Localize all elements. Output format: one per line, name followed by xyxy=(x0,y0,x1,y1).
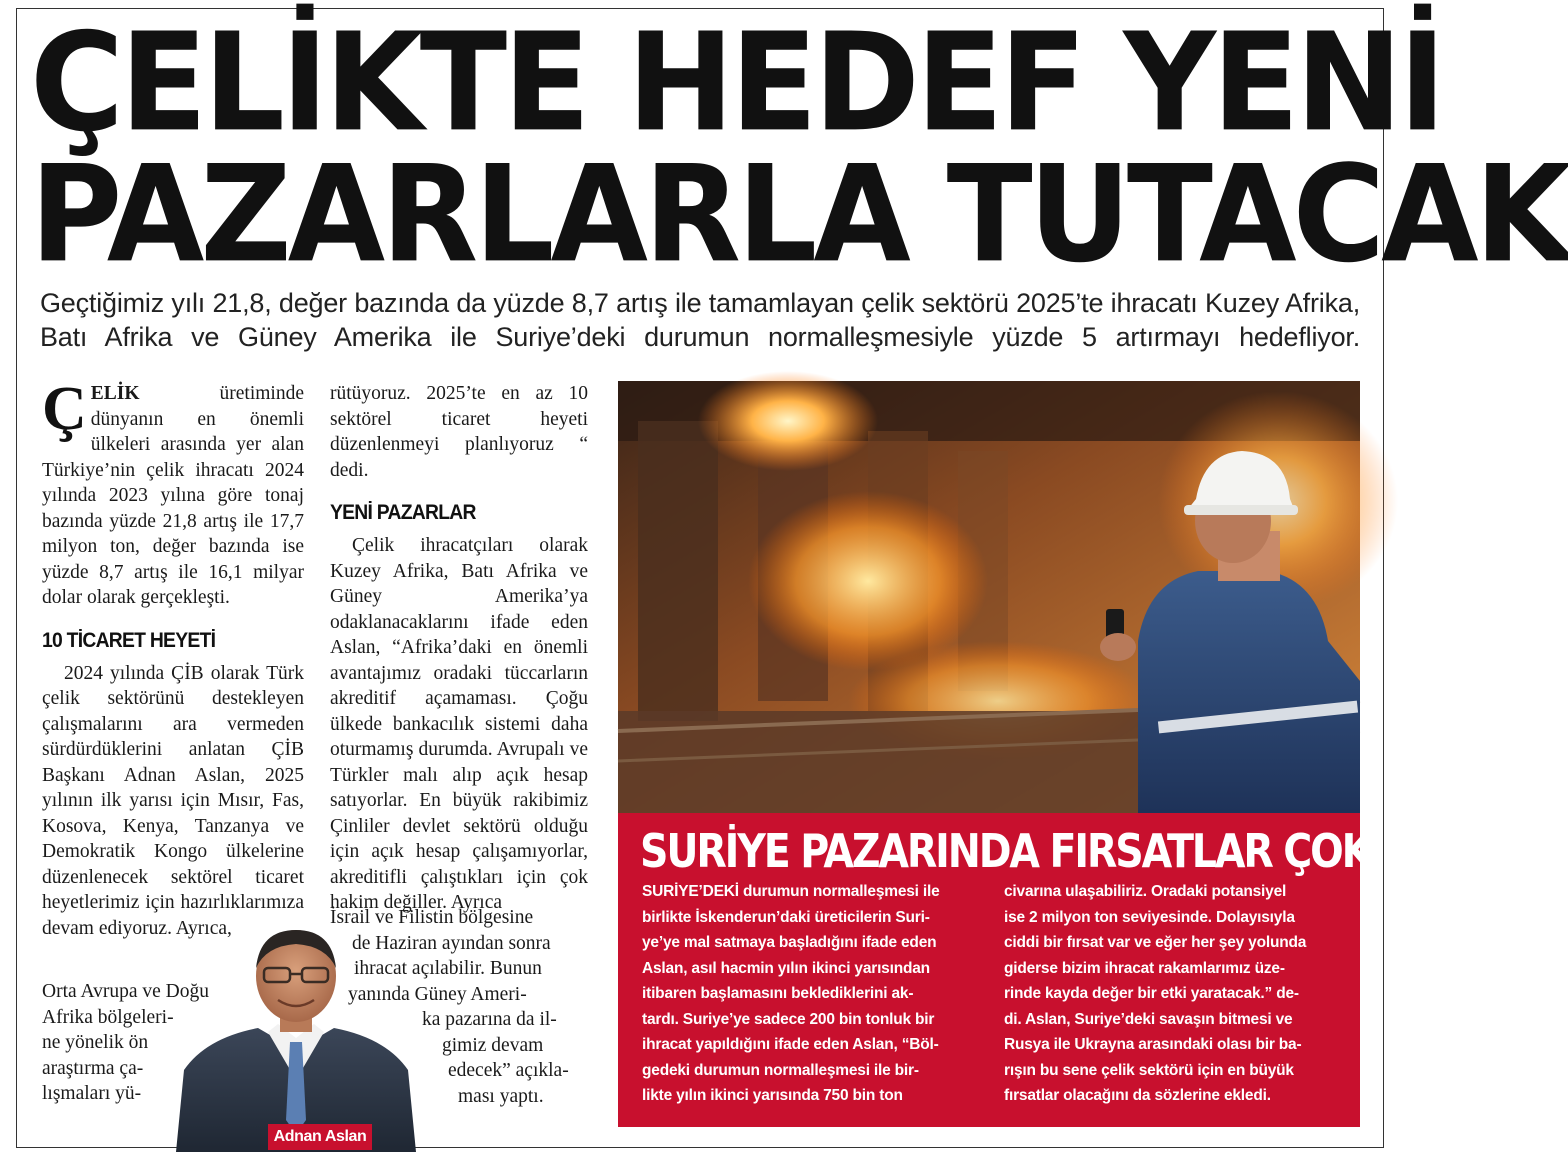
text-line: giderse bizim ihracat rakamlarımız üze- xyxy=(1004,959,1285,977)
text-line: lışmaları yü- xyxy=(42,1083,142,1104)
text-line: ciddi bir fırsat var ve eğer her şey yolunda xyxy=(1004,934,1307,951)
text-line: de Haziran ayından sonra xyxy=(352,932,551,954)
text-line: ması yaptı. xyxy=(458,1085,544,1107)
sidebar-column-2 xyxy=(1004,879,1344,1109)
text-line: edecek” açıkla- xyxy=(448,1060,569,1081)
text-line xyxy=(642,879,982,905)
text-line: ihracat yapıldığını ifade eden Aslan, “Böl- xyxy=(642,1036,939,1053)
dropcap: Ç xyxy=(42,375,87,443)
intro-text: üretiminde dünyanın en önemli ülkeleri arasında yer alan Türkiye’nin çelik ihracatı 2024 yılında 2023 yılına göre tonaj bazında yüzde 21,8 artış ile 17,7 milyon ton, değer bazında ise yüzde 8,7 artış ile 16,1 milyar dolar olarak gerçekleşti. xyxy=(42,383,304,608)
text-line: likte yılın ikinci yarısında 750 bin ton xyxy=(642,1087,903,1104)
subhead-yeni-pazarlar: YENİ PAZARLAR xyxy=(330,501,476,524)
text-line: ka pazarına da il- xyxy=(422,1009,557,1030)
text-line: ihracat açılabilir. Bunun xyxy=(354,958,542,979)
text-line: tardı. Suriye’ye sadece 200 bin tonluk bir xyxy=(642,1010,935,1028)
lede-paragraph: Geçtiğimiz yılı 21,8, değer bazında da yüzde 8,7 artış ile tamamlayan çelik sektörü 2025’te ihracatı Kuzey Afrika, Batı Afrika ve Güney Amerika ile Suriye’deki durumun normalleşmesiyle yüzde 5 artırmayı hedefliyor. xyxy=(40,288,1360,352)
sidebar-first-line: durumun normalleşmesi ile xyxy=(738,883,940,900)
text-line: Afrika bölgeleri- xyxy=(42,1006,174,1028)
text-line: yanında Güney Ameri- xyxy=(348,983,527,1005)
sidebar-box xyxy=(618,813,1371,1127)
sidebar-title: SURİYE PAZARINDA FIRSATLAR ÇOK xyxy=(640,824,1371,878)
text-line: ne yönelik ön xyxy=(42,1032,149,1053)
text-line: fırsatlar olacağını da sözlerine ekledi. xyxy=(1004,1087,1271,1104)
headline-line-2: PAZARLARLA TUTACAK xyxy=(30,136,1568,293)
text-line: birlikte İskenderun’daki üreticilerin Suri- xyxy=(642,908,930,926)
text-line: di. Aslan, Suriye’deki savaşın bitmesi ve xyxy=(1004,1010,1293,1028)
article-column-2 xyxy=(330,381,588,916)
sidebar-lead-word: SURİYE’DEKİ xyxy=(642,883,739,900)
sidebar-column-1 xyxy=(642,879,982,1109)
text-line: gedeki durumun normalleşmesi ile bir- xyxy=(642,1061,919,1079)
text-line: civarına ulaşabiliriz. Oradaki potansiyel xyxy=(1004,883,1287,900)
text-line: Orta Avrupa ve Doğu xyxy=(42,981,209,1002)
text-line: araştırma ça- xyxy=(42,1057,144,1079)
text-line: itibaren başlamasını beklediklerini ak- xyxy=(642,985,914,1002)
text-line: rinde kayda değer bir etki yaratacak.” de- xyxy=(1004,985,1299,1002)
text-line: gimiz devam xyxy=(442,1034,544,1056)
portrait-caption: Adnan Aslan xyxy=(268,1124,372,1150)
steel-factory-photo xyxy=(618,381,1360,813)
text-line: İsrail ve Filistin bölgesine xyxy=(330,907,534,928)
text-line: rışın bu sene çelik sektörü için en büyük xyxy=(1004,1061,1294,1079)
subhead-ticaret-heyeti: 10 TİCARET HEYETİ xyxy=(42,628,216,652)
portrait-photo xyxy=(176,920,416,1152)
text-line: Rusya ile Ukrayna arasındaki olası bir ba- xyxy=(1004,1036,1302,1053)
paragraph-2: 2024 yılında ÇİB olarak Türk çelik sektörünü destekleyen çalışmalarını ara vermeden sürdürdüklerini anlatan ÇİB Başkanı Adnan Aslan, 2025 yılının ilk yarısı için Mısır, Fas, Kosova, Kenya, Tanzanya ve Demokratik Kongo ülkelerine düzenlenecek sektörel ticaret heyetlerimiz için hazırlıklarımıza devam ediyoruz. Ayrıca, xyxy=(42,662,304,939)
col2-paragraph-1: rütüyoruz. 2025’te en az 10 sektörel ticaret heyeti düzenlenmeyi planlıyoruz “ dedi. xyxy=(330,383,588,481)
headline-line-1: ÇELİKTE HEDEF YENİ xyxy=(30,4,1443,163)
lead-word: ELİK xyxy=(90,383,140,404)
article-column-1 xyxy=(42,375,304,941)
text-line: Aslan, asıl hacmin yılın ikinci yarısından xyxy=(642,959,930,977)
text-line: ye’ye mal satmaya başladığını ifade eden xyxy=(642,934,937,951)
col2-paragraph-2: Çelik ihracatçıları olarak Kuzey Afrika, Batı Afrika ve Güney Amerika’ya odaklanacaklarını ifade eden Aslan, “Afrika’daki en önemli avantajımız oradaki tüccarların akreditif açamaması. Çoğu ülkede bankacılık sistemi daha oturmamış durumda. Avrupalı ve Türkler malı alıp açık hesap satıyorlar. En büyük rakibimiz Çinliler devlet sektörü olduğu için açık hesap çalışamıyorlar, akreditifli çalıştıkları için çok hakim değiller. Ayrıca xyxy=(330,535,588,913)
intro-paragraph xyxy=(42,375,304,611)
text-line: ise 2 milyon ton seviyesinde. Dolayısıyla xyxy=(1004,908,1295,926)
